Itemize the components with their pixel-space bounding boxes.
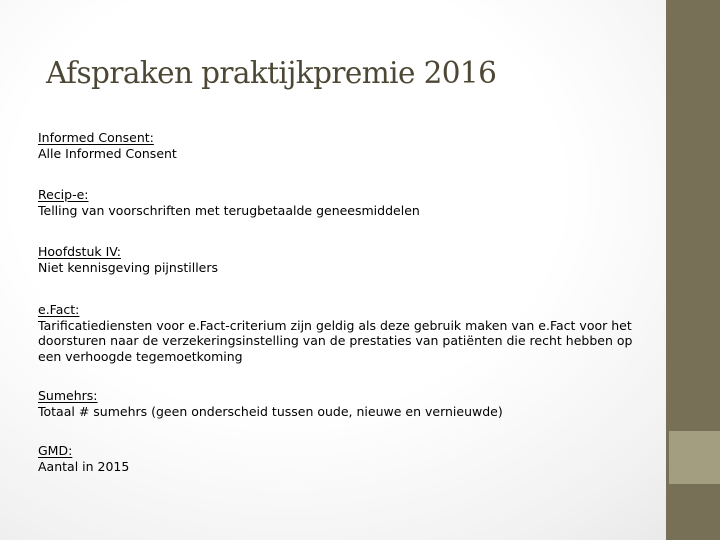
section-hoofdstuk-iv [38,244,648,275]
section-gmd [38,443,648,474]
section-label: Hoofdstuk IV: [38,244,122,259]
section-label: Sumehrs: [38,388,98,403]
section-label: Informed Consent: [38,130,154,145]
section-text: Aantal in 2015 [38,458,130,474]
section-label: GMD: [38,443,73,458]
section-text: Telling van voorschriften met terugbetaalde geneesmiddelen [38,202,420,218]
section-text: Alle Informed Consent [38,145,177,161]
section-label: e.Fact: [38,302,80,317]
slide-title: Afspraken praktijkpremie 2016 [46,56,497,90]
section-text: Tarificatiediensten voor e.Fact-criterium zijn geldig als deze gebruik maken van e.Fact voor het doorsturen naar de verzekeringsinstelling van de prestaties van patiënten die recht hebben op een verhoogde tegemoetkoming [38,317,633,364]
sidebar-accent-block [669,431,720,484]
section-efact [38,302,648,364]
section-recip-e [38,187,648,218]
section-informed-consent [38,130,648,161]
section-sumehrs [38,388,648,419]
section-text: Totaal # sumehrs (geen onderscheid tussen oude, nieuwe en vernieuwde) [38,403,503,419]
section-text: Niet kennisgeving pijnstillers [38,259,219,275]
slide-content [38,130,648,500]
section-label: Recip-e: [38,187,89,202]
